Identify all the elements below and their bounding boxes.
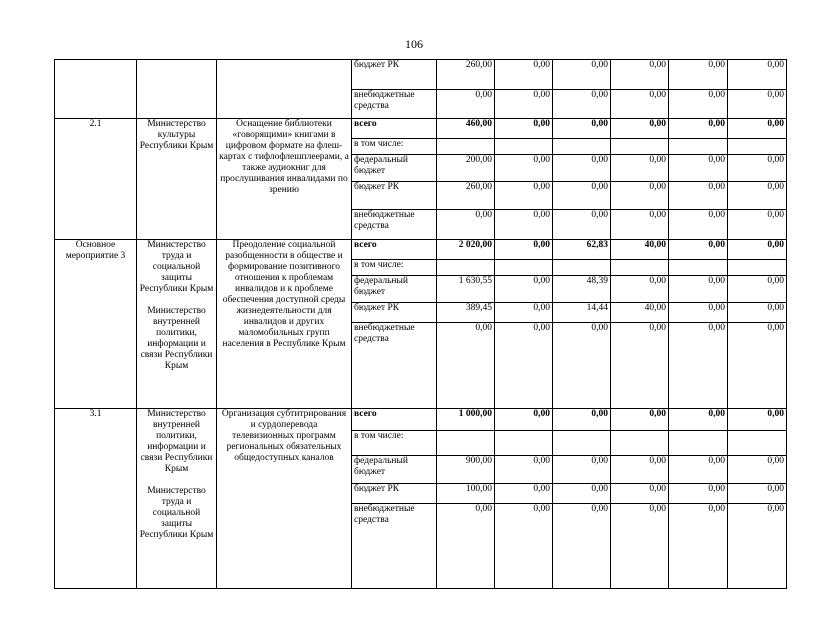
empty-cell <box>437 260 495 276</box>
value-cell: 0,00 <box>728 323 787 409</box>
value-cell: 0,00 <box>553 504 611 589</box>
value-cell: 40,00 <box>611 240 669 260</box>
value-cell: 0,00 <box>728 155 787 182</box>
source-cell: внебюджетные средства <box>352 210 437 240</box>
value-cell: 0,00 <box>728 409 787 431</box>
value-cell: 0,00 <box>495 119 553 139</box>
value-cell: 0,00 <box>495 182 553 210</box>
value-cell: 0,00 <box>669 276 728 303</box>
value-cell: 0,00 <box>728 210 787 240</box>
value-cell: 460,00 <box>437 119 495 139</box>
value-cell: 0,00 <box>437 210 495 240</box>
description-cell: Преодоление социальной разобщенности в обществе и формирование позитивного отношения к проблемам инвалидов и к проблеме обеспечения доступной среды жизнедеятельности для инвалидов и других маломобильных групп населения в Республике Крым <box>217 240 352 409</box>
empty-cell <box>437 431 495 456</box>
value-cell: 0,00 <box>495 323 553 409</box>
value-cell: 0,00 <box>669 409 728 431</box>
executor-cell: Министерство культуры Республики Крым <box>137 119 217 240</box>
value-cell: 0,00 <box>611 409 669 431</box>
source-cell: всего <box>352 240 437 260</box>
number-cell: Основное мероприятие 3 <box>55 240 137 409</box>
value-cell: 1 000,00 <box>437 409 495 431</box>
value-cell: 0,00 <box>495 90 553 119</box>
value-cell: 0,00 <box>553 484 611 504</box>
value-cell: 0,00 <box>611 484 669 504</box>
source-cell: в том числе: <box>352 431 437 456</box>
source-cell: федеральный бюджет <box>352 155 437 182</box>
empty-cell <box>495 431 553 456</box>
value-cell: 1 630,55 <box>437 276 495 303</box>
empty-cell <box>611 139 669 155</box>
value-cell: 389,45 <box>437 303 495 323</box>
value-cell: 0,00 <box>669 484 728 504</box>
value-cell: 100,00 <box>437 484 495 504</box>
value-cell: 0,00 <box>611 323 669 409</box>
value-cell: 0,00 <box>495 155 553 182</box>
value-cell: 2 020,00 <box>437 240 495 260</box>
number-cell: 2.1 <box>55 119 137 240</box>
value-cell: 0,00 <box>495 456 553 484</box>
value-cell: 0,00 <box>495 276 553 303</box>
description-cell <box>217 60 352 119</box>
description-cell: Организация субтитрирования и сурдоперевода телевизионных программ региональных обязательных общедоступных каналов <box>217 409 352 589</box>
value-cell: 0,00 <box>669 182 728 210</box>
executor-cell <box>137 60 217 119</box>
source-cell: федеральный бюджет <box>352 456 437 484</box>
value-cell: 0,00 <box>611 90 669 119</box>
executor-text: Министерство внутренней политики, информации и связи Республики Крым <box>140 409 213 474</box>
value-cell: 200,00 <box>437 155 495 182</box>
value-cell: 0,00 <box>611 119 669 139</box>
empty-cell <box>669 260 728 276</box>
value-cell: 0,00 <box>495 240 553 260</box>
source-cell: бюджет РК <box>352 303 437 323</box>
value-cell: 0,00 <box>728 504 787 589</box>
empty-cell <box>553 260 611 276</box>
source-cell: внебюджетные средства <box>352 504 437 589</box>
number-cell <box>55 60 137 119</box>
value-cell: 0,00 <box>553 119 611 139</box>
source-cell: в том числе: <box>352 139 437 155</box>
empty-cell <box>495 260 553 276</box>
value-cell: 0,00 <box>669 210 728 240</box>
executor-cell <box>137 240 217 409</box>
value-cell: 0,00 <box>611 504 669 589</box>
value-cell: 0,00 <box>611 182 669 210</box>
source-cell: внебюджетные средства <box>352 323 437 409</box>
table-row <box>55 240 787 260</box>
empty-cell <box>669 139 728 155</box>
value-cell: 0,00 <box>437 90 495 119</box>
value-cell: 48,39 <box>553 276 611 303</box>
empty-cell <box>669 431 728 456</box>
value-cell: 0,00 <box>728 240 787 260</box>
value-cell: 0,00 <box>669 456 728 484</box>
value-cell: 0,00 <box>669 90 728 119</box>
description-cell: Оснащение библиотеки «говорящими» книгами в цифровом формате на флеш-картах с тифлофлешплеерами, а также аудиокниг для прослушивания инвалидами по зрению <box>217 119 352 240</box>
empty-cell <box>728 139 787 155</box>
source-cell: внебюджетные средства <box>352 90 437 119</box>
source-cell: федеральный бюджет <box>352 276 437 303</box>
value-cell: 0,00 <box>553 456 611 484</box>
value-cell: 0,00 <box>495 504 553 589</box>
executor-text: Министерство труда и социальной защиты Республики Крым <box>139 240 214 294</box>
value-cell: 0,00 <box>611 60 669 90</box>
executor-cell <box>137 409 217 589</box>
budget-table <box>54 59 787 589</box>
value-cell: 0,00 <box>728 182 787 210</box>
value-cell: 260,00 <box>437 60 495 90</box>
value-cell: 0,00 <box>728 60 787 90</box>
value-cell: 0,00 <box>495 60 553 90</box>
number-cell: 3.1 <box>55 409 137 589</box>
executor-text: Министерство внутренней политики, информации и связи Республики Крым <box>140 306 213 371</box>
value-cell: 14,44 <box>553 303 611 323</box>
executor-text: Министерство труда и социальной защиты Республики Крым <box>139 486 214 540</box>
value-cell: 0,00 <box>611 276 669 303</box>
value-cell: 260,00 <box>437 182 495 210</box>
value-cell: 0,00 <box>553 155 611 182</box>
value-cell: 62,83 <box>553 240 611 260</box>
source-cell: бюджет РК <box>352 182 437 210</box>
empty-cell <box>611 260 669 276</box>
value-cell: 0,00 <box>728 119 787 139</box>
value-cell: 0,00 <box>728 90 787 119</box>
value-cell: 0,00 <box>495 210 553 240</box>
value-cell: 0,00 <box>553 210 611 240</box>
source-cell: всего <box>352 119 437 139</box>
value-cell: 0,00 <box>669 60 728 90</box>
empty-cell <box>611 431 669 456</box>
value-cell: 0,00 <box>669 323 728 409</box>
empty-cell <box>495 139 553 155</box>
value-cell: 0,00 <box>611 456 669 484</box>
value-cell: 0,00 <box>728 276 787 303</box>
value-cell: 0,00 <box>553 60 611 90</box>
table-row <box>55 409 787 431</box>
value-cell: 0,00 <box>553 182 611 210</box>
value-cell: 0,00 <box>437 323 495 409</box>
value-cell: 0,00 <box>669 303 728 323</box>
source-cell: бюджет РК <box>352 484 437 504</box>
value-cell: 0,00 <box>669 155 728 182</box>
value-cell: 0,00 <box>611 210 669 240</box>
value-cell: 0,00 <box>728 303 787 323</box>
value-cell: 0,00 <box>669 240 728 260</box>
source-cell: бюджет РК <box>352 60 437 90</box>
value-cell: 0,00 <box>728 484 787 504</box>
value-cell: 0,00 <box>553 409 611 431</box>
value-cell: 900,00 <box>437 456 495 484</box>
value-cell: 0,00 <box>495 303 553 323</box>
value-cell: 0,00 <box>553 90 611 119</box>
value-cell: 0,00 <box>553 323 611 409</box>
source-cell: в том числе: <box>352 260 437 276</box>
value-cell: 0,00 <box>495 484 553 504</box>
value-cell: 0,00 <box>669 504 728 589</box>
value-cell: 0,00 <box>437 504 495 589</box>
table-row <box>55 60 787 90</box>
source-cell: всего <box>352 409 437 431</box>
value-cell: 0,00 <box>495 409 553 431</box>
empty-cell <box>728 260 787 276</box>
value-cell: 0,00 <box>611 155 669 182</box>
table-row <box>55 119 787 139</box>
value-cell: 40,00 <box>611 303 669 323</box>
value-cell: 0,00 <box>669 119 728 139</box>
page-number: 106 <box>405 37 423 51</box>
value-cell: 0,00 <box>728 456 787 484</box>
empty-cell <box>553 139 611 155</box>
empty-cell <box>437 139 495 155</box>
empty-cell <box>728 431 787 456</box>
empty-cell <box>553 431 611 456</box>
